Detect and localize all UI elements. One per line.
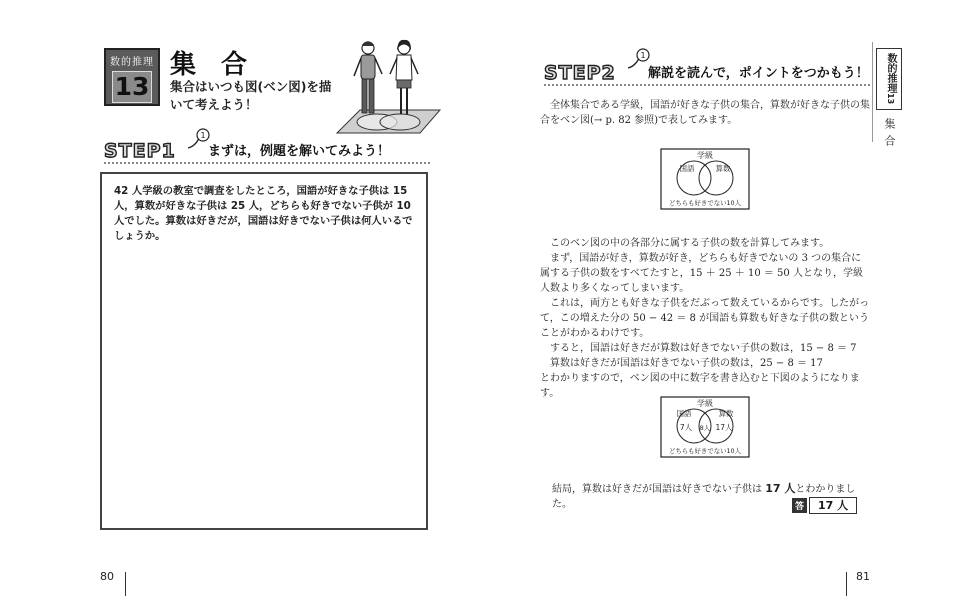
step2-title: 解説を読んで，ポイントをつかもう！ xyxy=(648,66,869,81)
answer-key: 答 xyxy=(792,498,807,513)
problem-box xyxy=(100,172,428,530)
para1-text: 全体集合である学級，国語が好きな子供の集合，算数が好きな子供の集合をベン図(→ p. 82 参照)で表してみます。 xyxy=(540,100,870,126)
chapter-badge xyxy=(104,48,160,106)
conclusion-value: 17 人 xyxy=(765,482,796,495)
venn2-right-value: 17人 xyxy=(715,423,733,432)
two-people-venn-illustration xyxy=(332,38,442,138)
step1-title: まずは，例題を解いてみよう！ xyxy=(208,144,391,159)
conclusion-after: とわかりました。 xyxy=(552,484,856,510)
svg-text:1: 1 xyxy=(640,51,646,60)
explanation-body xyxy=(540,236,870,401)
step1-divider xyxy=(104,162,430,164)
venn2-both-value: 8人 xyxy=(699,424,711,432)
side-tab-label: 数的推理 xyxy=(885,53,896,94)
venn2-outside-label: どちらも好きでない10人 xyxy=(668,447,742,455)
side-rule xyxy=(872,42,873,142)
explanation-para1 xyxy=(540,98,870,128)
venn1-universe-label: 学級 xyxy=(697,151,713,160)
page-rule-right xyxy=(846,572,847,596)
page-number-left: 80 xyxy=(100,570,114,583)
body-line-4: すると，国語は好きだが算数は好きでない子供の数は，15 − 8 ＝ 7 xyxy=(550,343,857,354)
page-number-right: 81 xyxy=(856,570,870,583)
venn1-left-label: 国語 xyxy=(679,164,695,173)
chapter-subtitle: 集合はいつも図(ベン図)を描いて考えよう！ xyxy=(170,79,332,112)
venn2-right-label: 算数 xyxy=(718,409,734,418)
venn-diagram-filled xyxy=(660,396,750,458)
badge-label: 数的推理 xyxy=(110,57,154,68)
body-line-3: これは，両方とも好きな子供をだぶって数えているからです。したがって，この増えた分の 50 − 42 ＝ 8 が国語も算数も好きな子供の数ということがわかるわけです。 xyxy=(540,298,870,339)
conclusion-before: 結局，算数は好きだが国語は好きでない子供は xyxy=(552,484,766,495)
body-line-5: 算数は好きだが国語は好きでない子供の数は，25 − 8 ＝ 17 xyxy=(550,358,823,369)
side-tab-title: 集合 xyxy=(883,118,896,152)
svg-text:1: 1 xyxy=(200,131,206,140)
chapter-title: 集 合 xyxy=(170,50,256,80)
step1-label: STEP1 xyxy=(104,140,176,162)
body-line-6: とわかりますので，ベン図の中に数字を書き込むと下図のようになります。 xyxy=(540,373,860,399)
venn1-outside-label: どちらも好きでない10人 xyxy=(668,199,742,207)
side-tab xyxy=(876,48,902,110)
venn2-left-value: 7人 xyxy=(679,423,693,432)
side-tab-number: 13 xyxy=(886,93,895,105)
venn1-right-label: 算数 xyxy=(715,164,731,173)
page-rule-left xyxy=(125,572,126,596)
problem-text: 42 人学級の教室で調査をしたところ，国語が好きな子供は 15 人，算数が好きな子供は 25 人，どちらも好きでない子供が 10 人でした。算数は好きだが，国語は好きでない子供は何人いるでしょうか。 xyxy=(114,185,413,242)
body-line-1: このベン図の中の各部分に属する子供の数を計算してみます。 xyxy=(550,238,830,249)
venn-diagram-basic xyxy=(660,148,750,210)
step2-label: STEP2 xyxy=(544,62,616,84)
badge-number: 13 xyxy=(112,71,152,103)
answer-box xyxy=(792,497,857,514)
answer-value: 17 人 xyxy=(809,497,857,514)
body-line-2: まず，国語が好き，算数が好き，どちらも好きでないの 3 つの集合に属する子供の数をすべてたすと，15 ＋ 25 ＋ 10 ＝ 50 人となり，学級人数より多くなってしまいます。 xyxy=(540,253,863,294)
step2-divider xyxy=(544,84,870,86)
venn2-left-label: 国語 xyxy=(676,409,692,418)
venn2-universe-label: 学級 xyxy=(697,399,713,408)
